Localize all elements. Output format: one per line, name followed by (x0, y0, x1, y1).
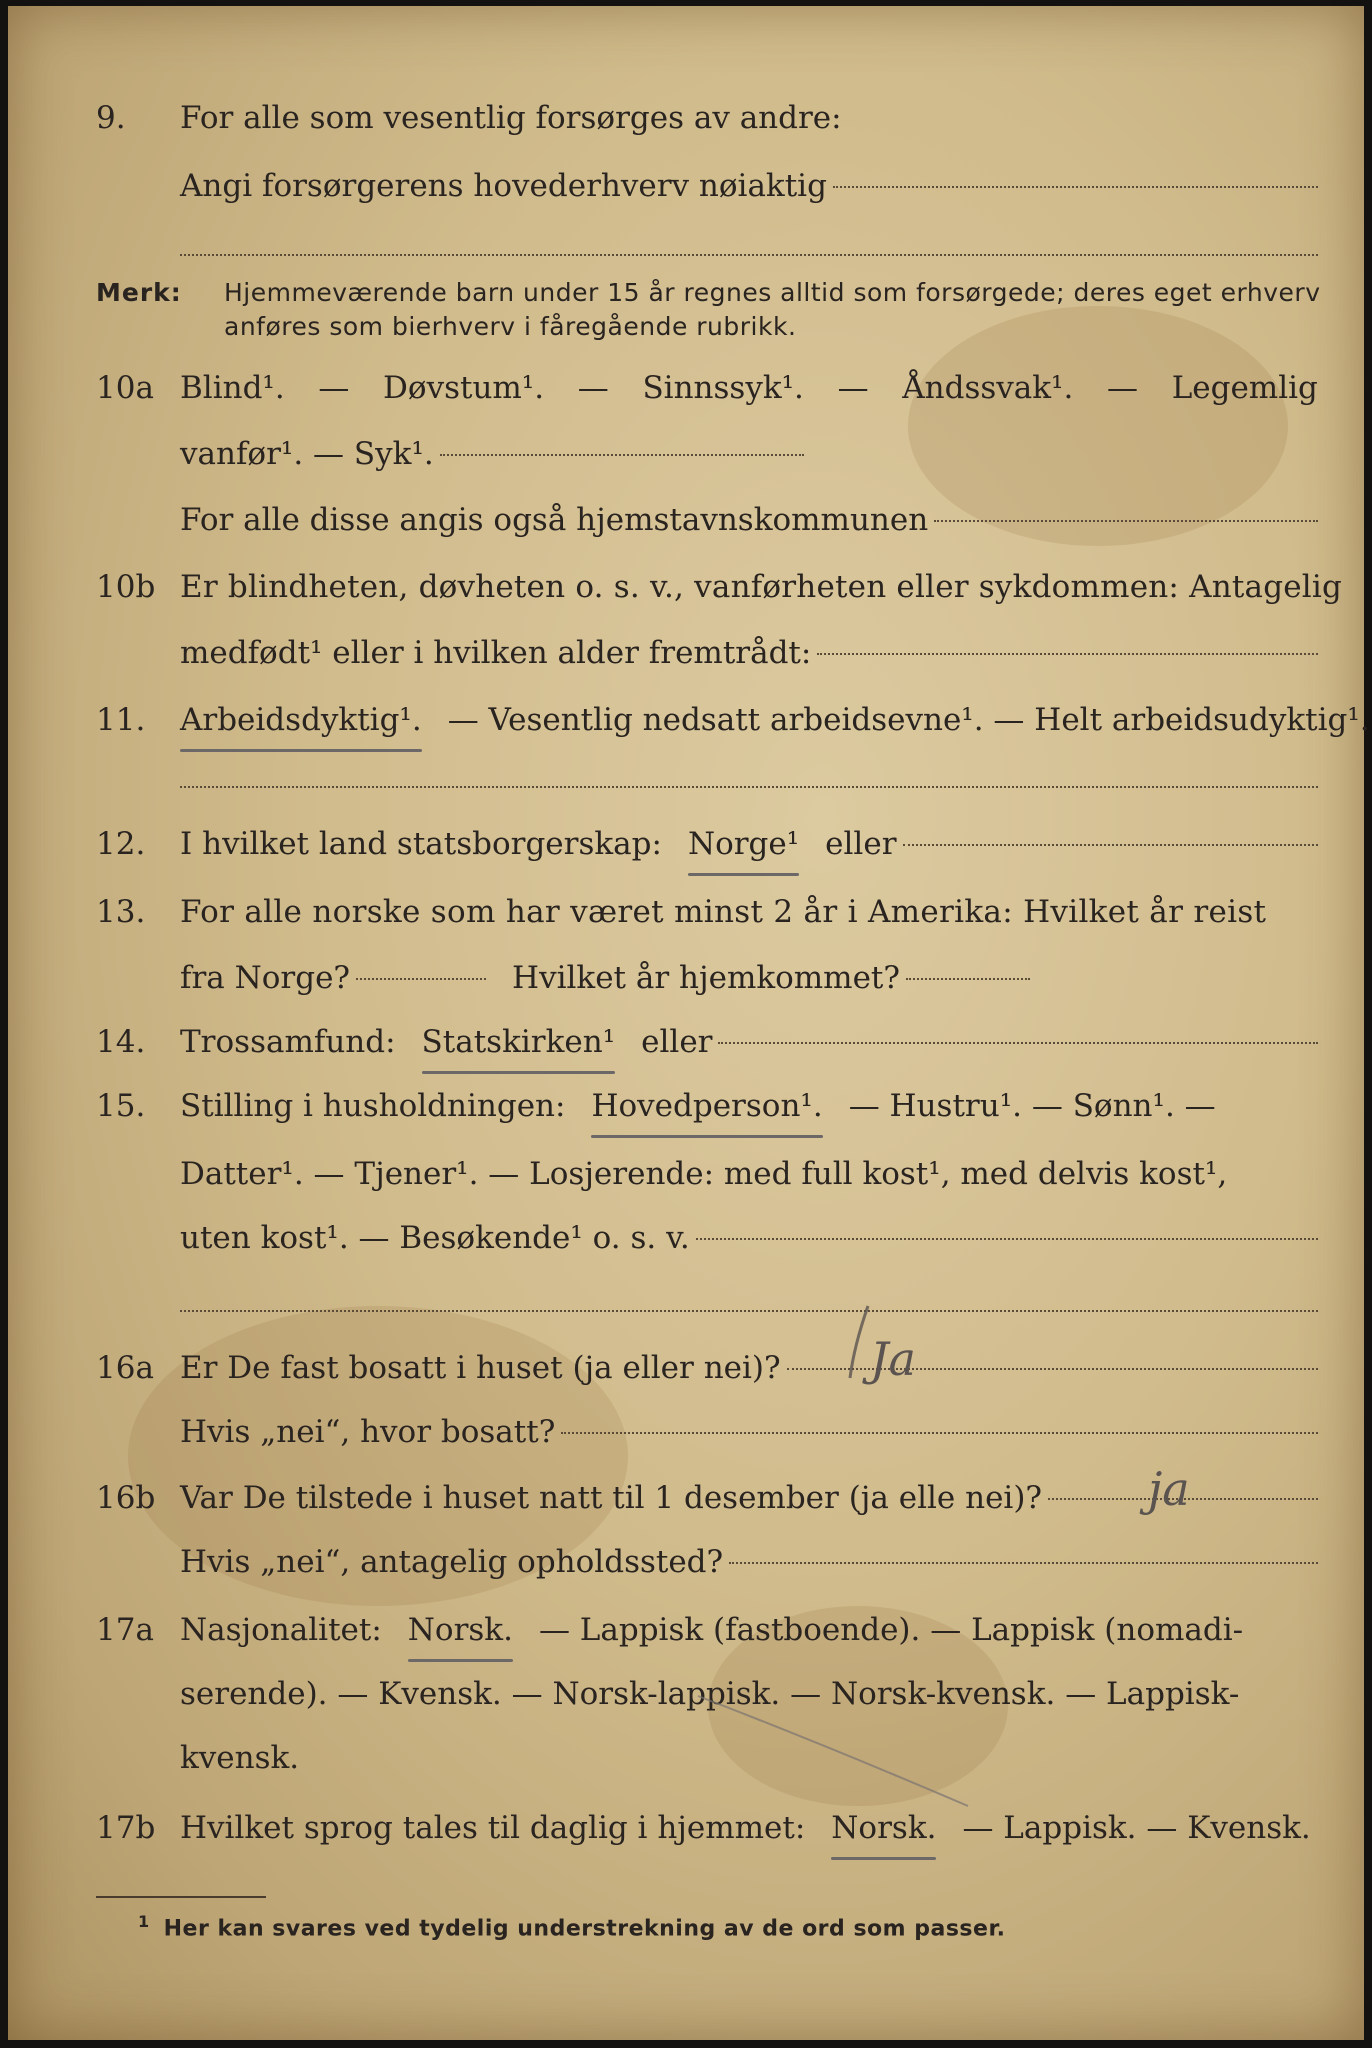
q12-answer-line[interactable] (903, 844, 1318, 846)
form-page (8, 6, 1370, 2040)
q15-opt-hovedperson[interactable]: Hovedperson¹. (591, 1080, 822, 1132)
q16b-handwritten-answer: ja (1148, 1462, 1190, 1516)
q14-answer-line[interactable] (718, 1042, 1318, 1044)
q17a-other-options2: serende). — Kvensk. — Norsk-lappisk. — Norsk-kvensk. — Lappisk- (180, 1676, 1240, 1712)
q12-number: 12. (96, 826, 146, 862)
q16b-line2 (8, 1536, 1364, 1588)
q17a-line2 (8, 1668, 1364, 1720)
q10a-opt-andssvak: Åndssvak¹. (902, 370, 1074, 406)
q17a-opt-norsk[interactable]: Norsk. (408, 1604, 513, 1656)
q10a-opt-blind: Blind¹. (180, 370, 285, 406)
q17a-other-options3: kvensk. (180, 1740, 300, 1776)
q10b-answer-line[interactable] (817, 653, 1318, 655)
q16a-text2: Hvis „nei“, hvor bosatt? (180, 1414, 556, 1450)
q9-line2 (8, 160, 1364, 212)
q15-number: 15. (96, 1088, 146, 1124)
q10a-line1 (8, 362, 1364, 414)
q11-number: 11. (96, 702, 146, 738)
q10b-line1 (8, 561, 1364, 613)
q16a-number: 16a (96, 1350, 154, 1386)
q17a-text: Nasjonalitet: (180, 1612, 382, 1648)
q13-number: 13. (96, 894, 146, 930)
footnote-mark: 1 (138, 1912, 150, 1931)
q13-text-hjemkommet: Hvilket år hjemkommet? (512, 960, 901, 996)
merk-label: Merk: (96, 278, 182, 307)
q14-suffix: eller (641, 1024, 713, 1060)
q15-answer-line2[interactable] (180, 1310, 1318, 1312)
q13-text1: For alle norske som har været minst 2 år i Amerika: Hvilket år reist (180, 894, 1267, 930)
q15-line2 (8, 1148, 1364, 1200)
q17b-text: Hvilket sprog tales til daglig i hjemmet: (180, 1810, 806, 1846)
q11-other-options: — Vesentlig nedsatt arbeidsevne¹. — Helt arbeidsudyktig¹. (447, 702, 1370, 738)
q15-text: Stilling i husholdningen: (180, 1088, 566, 1124)
q12-opt-norge[interactable]: Norge¹ (688, 818, 799, 870)
q10a-opt-legemlig: Legemlig (1171, 370, 1318, 406)
q10b-line2 (8, 627, 1364, 679)
q10a-text2: vanfør¹. — Syk¹. (180, 436, 434, 472)
q17b-other-options: — Lappisk. — Kvensk. (962, 1810, 1311, 1846)
q10b-text2: medfødt¹ eller i hvilken alder fremtrådt: (180, 635, 812, 671)
q12-suffix: eller (825, 826, 897, 862)
q13-reist-line[interactable] (356, 978, 486, 980)
q17a-line3 (8, 1732, 1364, 1784)
q16a-text1: Er De fast bosatt i huset (ja eller nei)? (180, 1350, 781, 1386)
q16b-number: 16b (96, 1480, 156, 1516)
q13-line1 (8, 886, 1364, 938)
q10a-opt-dovstum: Døvstum¹. (383, 370, 545, 406)
q15-line1 (8, 1080, 1364, 1132)
q10a-line2 (8, 428, 1364, 480)
footnote-text: Her kan svares ved tydelig understrekning av de ord som passer. (163, 1916, 1006, 1942)
merk-text1: Hjemmeværende barn under 15 år regnes alltid som forsørgede; deres eget erhverv (224, 278, 1321, 307)
q13-text-reist: fra Norge? (180, 960, 351, 996)
q14-number: 14. (96, 1024, 146, 1060)
q15-answer-line[interactable] (696, 1238, 1318, 1240)
q17b-number: 17b (96, 1810, 156, 1846)
q13-line2 (8, 952, 1364, 1004)
q10a-answer-line[interactable] (440, 454, 804, 456)
q13-hjemkommet-line[interactable] (906, 978, 1030, 980)
q11-opt-arbeidsdyktig[interactable]: Arbeidsdyktig¹. (180, 694, 422, 746)
q17a-number: 17a (96, 1612, 154, 1648)
q16a-line2 (8, 1406, 1364, 1458)
q10a-number: 10a (96, 370, 154, 406)
q14-opt-statskirken[interactable]: Statskirken¹ (422, 1016, 616, 1068)
q10a-options: Blind¹. — Døvstum¹. — Sinnssyk¹. — Åndssvak¹. — Legemlig (180, 362, 1318, 414)
q15-other-options2: Datter¹. — Tjener¹. — Losjerende: med full kost¹, med delvis kost¹, (180, 1156, 1228, 1192)
q11-answer-line[interactable] (180, 786, 1318, 788)
q16a-line1 (8, 1342, 1364, 1394)
q16b-text2: Hvis „nei“, antagelig opholdssted? (180, 1544, 724, 1580)
q10a-text3: For alle disse angis også hjemstavnskommunen (180, 502, 929, 538)
q17b-line (8, 1802, 1364, 1854)
q16a-bosatt-line[interactable] (561, 1432, 1318, 1434)
q16b-text1: Var De tilstede i huset natt til 1 desember (ja elle nei)? (180, 1480, 1043, 1516)
q12-text: I hvilket land statsborgerskap: (180, 826, 662, 862)
q12-line (8, 818, 1364, 870)
q9-line1 (8, 92, 1364, 144)
q10a-line3 (8, 494, 1364, 546)
q10b-number: 10b (96, 569, 156, 605)
q9-answer-line[interactable] (833, 186, 1318, 188)
q16a-answer-line[interactable] (787, 1368, 1318, 1370)
q10b-text1: Er blindheten, døvheten o. s. v., vanførheten eller sykdommen: Antagelig (180, 569, 1343, 605)
q15-other-options3: uten kost¹. — Besøkende¹ o. s. v. (180, 1220, 690, 1256)
q11-line (8, 694, 1370, 746)
footnote-rule (96, 1896, 266, 1898)
q14-text: Trossamfund: (180, 1024, 396, 1060)
q10a-hjemstavn-line[interactable] (934, 520, 1318, 522)
q9-answer-line2[interactable] (180, 254, 1318, 256)
footnote (138, 1912, 1006, 1941)
q16a-handwritten-answer: Ja (870, 1332, 916, 1386)
q15-other-options1: — Hustru¹. — Sønn¹. — (848, 1088, 1216, 1124)
q14-line (8, 1016, 1364, 1068)
q17b-opt-norsk[interactable]: Norsk. (831, 1802, 936, 1854)
q17a-other-options1: — Lappisk (fastboende). — Lappisk (nomadi- (538, 1612, 1244, 1648)
q9-number: 9. (96, 100, 126, 136)
q10a-opt-sinnssyk: Sinnssyk¹. (642, 370, 804, 406)
q9-text2: Angi forsørgerens hovederhverv nøiaktig (180, 168, 827, 204)
q9-text1: For alle som vesentlig forsørges av andre: (180, 100, 842, 136)
q16b-opholdssted-line[interactable] (729, 1562, 1318, 1564)
q15-line3 (8, 1212, 1364, 1264)
merk-text2: anføres som bierhverv i fåregående rubrikk. (224, 312, 797, 341)
q17a-line1 (8, 1604, 1364, 1656)
